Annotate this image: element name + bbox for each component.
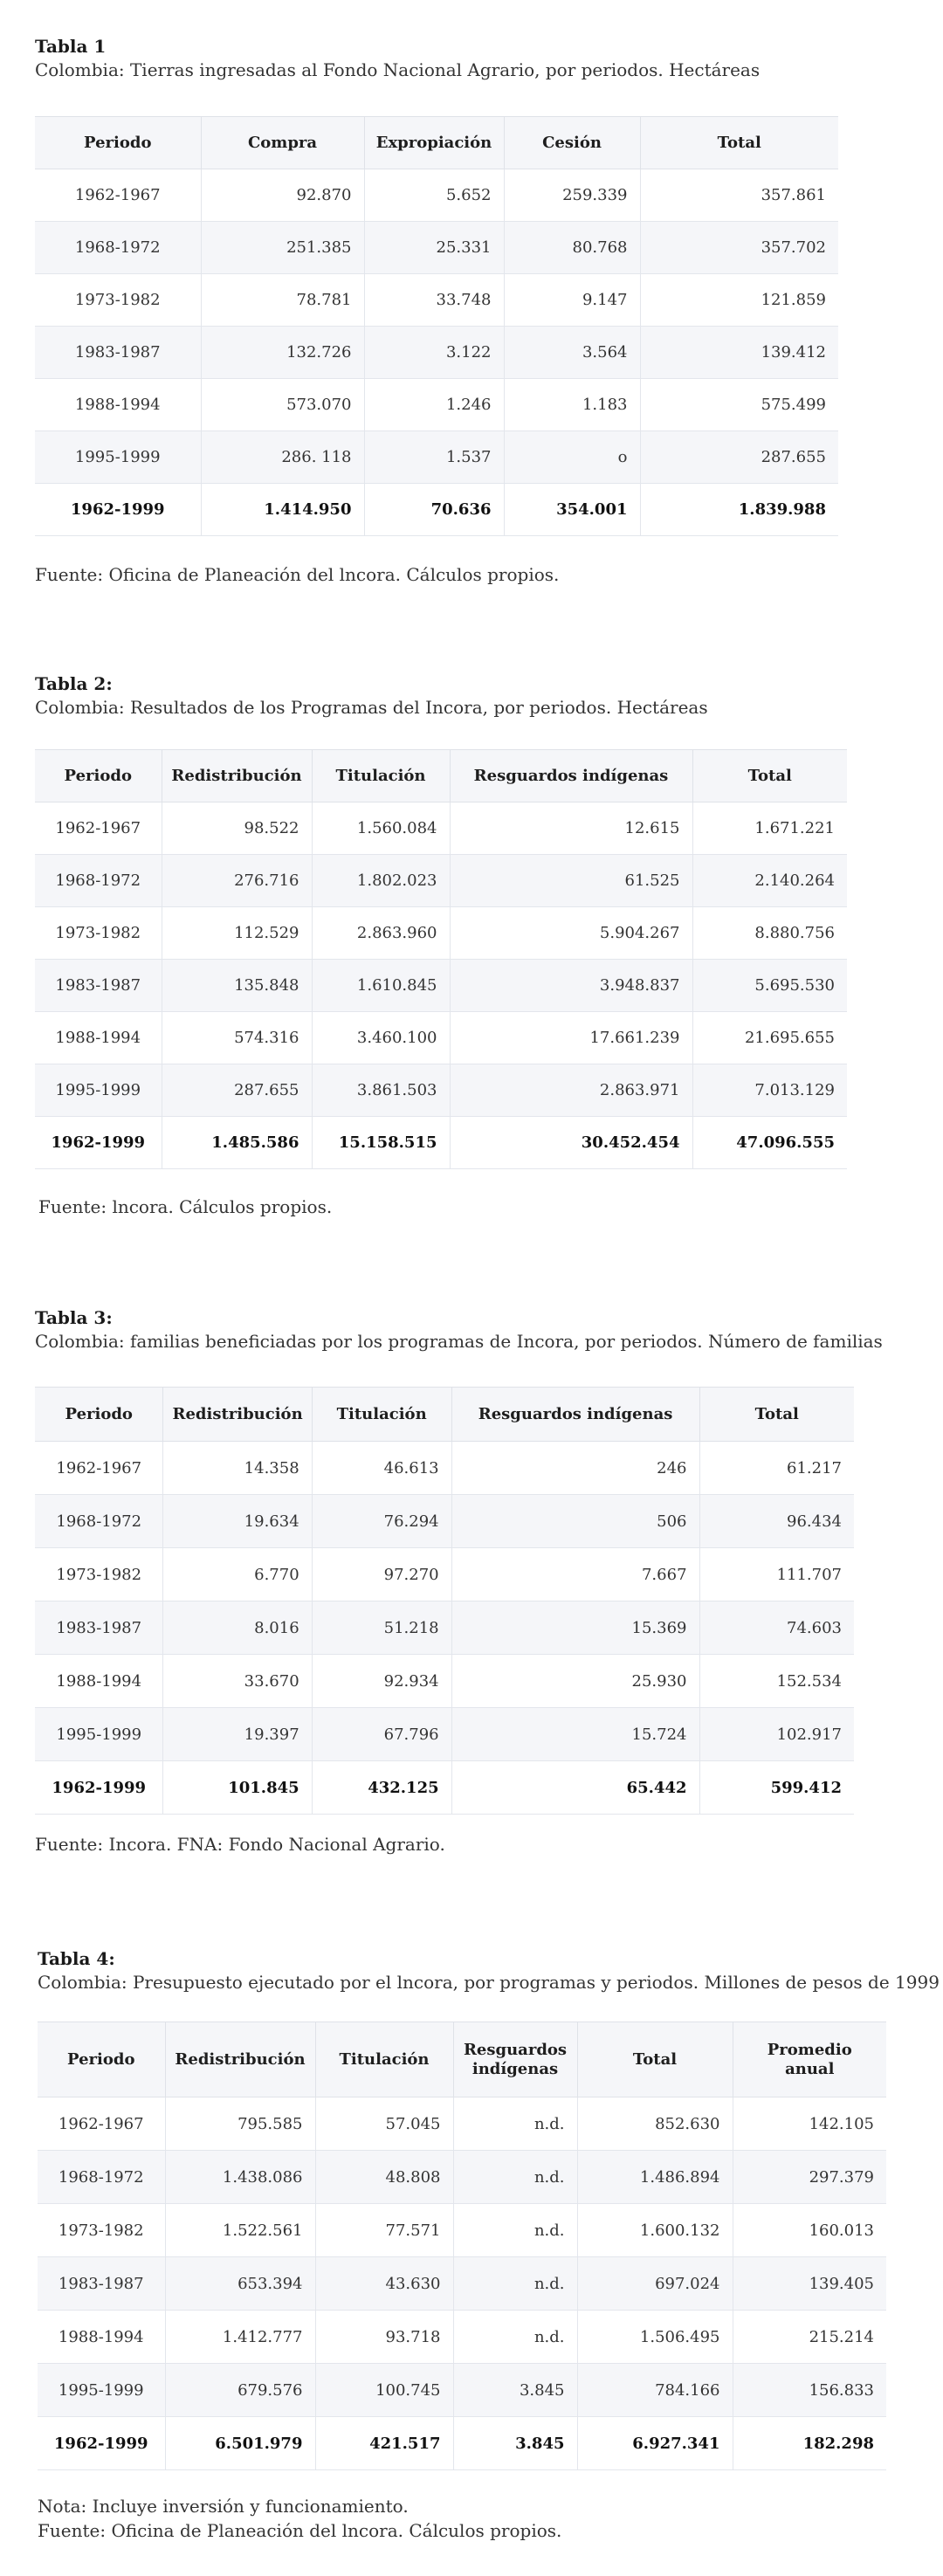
total-cell: 6.501.979 xyxy=(165,2417,315,2470)
period-cell: 1962-1999 xyxy=(35,1117,162,1169)
table-3-subtitle: Colombia: familias beneficiadas por los programas de Incora, por periodos. Número de familias xyxy=(35,1331,883,1352)
table-cell: 852.630 xyxy=(577,2097,733,2151)
period-cell: 1988-1994 xyxy=(35,1012,162,1064)
table-cell: 575.499 xyxy=(640,379,838,431)
table-cell: 2.863.971 xyxy=(450,1064,692,1117)
table-cell: 15.369 xyxy=(451,1601,699,1655)
column-header: Titulación xyxy=(312,1388,451,1442)
total-row xyxy=(35,1761,854,1815)
table-2-source: Fuente: lncora. Cálculos propios. xyxy=(38,1196,333,1217)
table-row xyxy=(35,1708,854,1761)
table-cell: 287.655 xyxy=(162,1064,312,1117)
table-cell: 97.270 xyxy=(312,1548,451,1601)
period-cell: 1973-1982 xyxy=(35,1548,163,1601)
column-header: Cesión xyxy=(504,117,640,169)
table-cell: 135.848 xyxy=(162,960,312,1012)
table-cell: 3.861.503 xyxy=(312,1064,450,1117)
table-cell: 132.726 xyxy=(201,327,364,379)
table-1-subtitle: Colombia: Tierras ingresadas al Fondo Nacional Agrario, por periodos. Hectáreas xyxy=(35,59,761,80)
period-cell: 1995-1999 xyxy=(35,1708,163,1761)
table-cell: n.d. xyxy=(453,2151,577,2204)
table-header-row xyxy=(38,2022,886,2097)
table-cell: 156.833 xyxy=(733,2364,886,2417)
table-row xyxy=(35,960,847,1012)
table-cell: 76.294 xyxy=(312,1495,451,1548)
table-cell: 15.724 xyxy=(451,1708,699,1761)
total-cell: 599.412 xyxy=(699,1761,854,1815)
table-cell: 5.904.267 xyxy=(450,907,692,960)
table-1-section xyxy=(35,35,760,82)
table-row xyxy=(35,1064,847,1117)
table-row xyxy=(35,1655,854,1708)
table-cell: 100.745 xyxy=(315,2364,453,2417)
table-cell: 48.808 xyxy=(315,2151,453,2204)
table-cell: 357.702 xyxy=(640,222,838,274)
table-row xyxy=(35,379,838,431)
table-cell: 14.358 xyxy=(163,1442,312,1495)
table-header-row xyxy=(35,117,838,169)
period-cell: 1995-1999 xyxy=(35,431,201,484)
table-cell: 112.529 xyxy=(162,907,312,960)
table-row xyxy=(35,907,847,960)
period-cell: 1973-1982 xyxy=(35,274,201,327)
table-row xyxy=(38,2257,886,2311)
table-cell: 1.600.132 xyxy=(577,2204,733,2257)
table-cell: 19.397 xyxy=(163,1708,312,1761)
table-cell: 3.122 xyxy=(364,327,504,379)
table-row xyxy=(35,169,838,222)
table-row xyxy=(35,431,838,484)
table-1-title: Tabla 1 xyxy=(35,36,107,57)
table-row xyxy=(35,1601,854,1655)
table-cell: 5.695.530 xyxy=(692,960,847,1012)
table-4-source: Fuente: Oficina de Planeación del lncora. Cálculos propios. xyxy=(38,2520,562,2541)
table-cell: 80.768 xyxy=(504,222,640,274)
table-cell: 98.522 xyxy=(162,802,312,855)
table-row xyxy=(38,2097,886,2151)
period-cell: 1968-1972 xyxy=(35,1495,163,1548)
table-row xyxy=(35,1548,854,1601)
table-row xyxy=(35,855,847,907)
table-4-section xyxy=(38,1947,940,1994)
table-4-title: Tabla 4: xyxy=(38,1948,115,1969)
table-row xyxy=(38,2151,886,2204)
table-cell: 286. 118 xyxy=(201,431,364,484)
table-cell: 246 xyxy=(451,1442,699,1495)
table-cell: 46.613 xyxy=(312,1442,451,1495)
table-cell: 43.630 xyxy=(315,2257,453,2311)
period-cell: 1962-1967 xyxy=(35,169,201,222)
period-cell: 1962-1999 xyxy=(35,484,201,536)
table-cell: 19.634 xyxy=(163,1495,312,1548)
total-cell: 3.845 xyxy=(453,2417,577,2470)
table-cell: n.d. xyxy=(453,2257,577,2311)
column-header: Total xyxy=(692,750,847,802)
table-cell: 1.412.777 xyxy=(165,2311,315,2364)
table-cell: 160.013 xyxy=(733,2204,886,2257)
total-cell: 1.485.586 xyxy=(162,1117,312,1169)
table-row xyxy=(38,2364,886,2417)
column-header: Total xyxy=(699,1388,854,1442)
table-cell: 1.486.894 xyxy=(577,2151,733,2204)
table-cell: 679.576 xyxy=(165,2364,315,2417)
table-cell: n.d. xyxy=(453,2097,577,2151)
table-cell: 1.671.221 xyxy=(692,802,847,855)
table-cell: 653.394 xyxy=(165,2257,315,2311)
table-cell: 92.870 xyxy=(201,169,364,222)
table-cell: 2.140.264 xyxy=(692,855,847,907)
table-cell: 57.045 xyxy=(315,2097,453,2151)
table-row xyxy=(38,2311,886,2364)
table-cell: 506 xyxy=(451,1495,699,1548)
table-4-note: Nota: Incluye inversión y funcionamiento. xyxy=(38,2496,409,2517)
table-cell: 1.246 xyxy=(364,379,504,431)
table-row xyxy=(35,1012,847,1064)
table-4 xyxy=(38,2022,886,2470)
period-cell: 1983-1987 xyxy=(38,2257,165,2311)
table-cell: 92.934 xyxy=(312,1655,451,1708)
table-cell: 142.105 xyxy=(733,2097,886,2151)
table-cell: 61.217 xyxy=(699,1442,854,1495)
table-4-notes xyxy=(38,2494,561,2543)
table-cell: 77.571 xyxy=(315,2204,453,2257)
table-cell: 111.707 xyxy=(699,1548,854,1601)
table-3-section xyxy=(35,1306,883,1353)
period-cell: 1995-1999 xyxy=(35,1064,162,1117)
total-cell: 47.096.555 xyxy=(692,1117,847,1169)
column-header: Titulación xyxy=(312,750,450,802)
table-cell: 8.880.756 xyxy=(692,907,847,960)
table-cell: 3.564 xyxy=(504,327,640,379)
table-header-row xyxy=(35,1388,854,1442)
table-3-source: Fuente: Incora. FNA: Fondo Nacional Agrario. xyxy=(35,1834,445,1855)
table-cell: 74.603 xyxy=(699,1601,854,1655)
total-cell: 6.927.341 xyxy=(577,2417,733,2470)
period-cell: 1968-1972 xyxy=(35,222,201,274)
table-cell: 574.316 xyxy=(162,1012,312,1064)
table-cell: 78.781 xyxy=(201,274,364,327)
table-cell: 21.695.655 xyxy=(692,1012,847,1064)
total-cell: 101.845 xyxy=(163,1761,312,1815)
table-2-section xyxy=(35,672,708,720)
table-2-subtitle: Colombia: Resultados de los Programas del Incora, por periodos. Hectáreas xyxy=(35,697,708,718)
table-cell: n.d. xyxy=(453,2204,577,2257)
column-header: Promedio anual xyxy=(733,2022,886,2097)
table-cell: 25.331 xyxy=(364,222,504,274)
total-row xyxy=(38,2417,886,2470)
column-header: Periodo xyxy=(38,2022,165,2097)
total-cell: 432.125 xyxy=(312,1761,451,1815)
table-cell: n.d. xyxy=(453,2311,577,2364)
column-header: Expropiación xyxy=(364,117,504,169)
table-cell: 287.655 xyxy=(640,431,838,484)
table-4-subtitle: Colombia: Presupuesto ejecutado por el lncora, por programas y periodos. Millones de pesos de 1999 xyxy=(38,1972,940,1993)
table-3 xyxy=(35,1387,854,1815)
total-row xyxy=(35,484,838,536)
column-header: Redistribución xyxy=(163,1388,312,1442)
total-cell: 65.442 xyxy=(451,1761,699,1815)
table-cell: 12.615 xyxy=(450,802,692,855)
table-cell: 96.434 xyxy=(699,1495,854,1548)
table-cell: 17.661.239 xyxy=(450,1012,692,1064)
table-row xyxy=(38,2204,886,2257)
table-cell: 33.748 xyxy=(364,274,504,327)
table-cell: 3.948.837 xyxy=(450,960,692,1012)
table-cell: 1.522.561 xyxy=(165,2204,315,2257)
table-cell: 1.537 xyxy=(364,431,504,484)
table-cell: 5.652 xyxy=(364,169,504,222)
column-header: Titulación xyxy=(315,2022,453,2097)
table-cell: 93.718 xyxy=(315,2311,453,2364)
table-2 xyxy=(35,749,847,1169)
column-header: Redistribución xyxy=(165,2022,315,2097)
column-header: Resguardos indígenas xyxy=(451,1388,699,1442)
period-cell: 1988-1994 xyxy=(38,2311,165,2364)
period-cell: 1983-1987 xyxy=(35,327,201,379)
table-row xyxy=(35,1442,854,1495)
table-cell: o xyxy=(504,431,640,484)
table-cell: 67.796 xyxy=(312,1708,451,1761)
table-cell: 152.534 xyxy=(699,1655,854,1708)
table-cell: 1.802.023 xyxy=(312,855,450,907)
table-cell: 121.859 xyxy=(640,274,838,327)
table-row xyxy=(35,802,847,855)
table-cell: 2.863.960 xyxy=(312,907,450,960)
table-cell: 139.405 xyxy=(733,2257,886,2311)
column-header: Periodo xyxy=(35,117,201,169)
period-cell: 1962-1999 xyxy=(35,1761,163,1815)
table-1 xyxy=(35,116,838,536)
table-cell: 7.013.129 xyxy=(692,1064,847,1117)
table-cell: 215.214 xyxy=(733,2311,886,2364)
table-cell: 7.667 xyxy=(451,1548,699,1601)
period-cell: 1988-1994 xyxy=(35,379,201,431)
table-cell: 795.585 xyxy=(165,2097,315,2151)
column-header: Periodo xyxy=(35,1388,163,1442)
total-row xyxy=(35,1117,847,1169)
total-cell: 70.636 xyxy=(364,484,504,536)
table-cell: 573.070 xyxy=(201,379,364,431)
table-3-title: Tabla 3: xyxy=(35,1307,113,1328)
column-header: Total xyxy=(640,117,838,169)
table-cell: 102.917 xyxy=(699,1708,854,1761)
table-cell: 33.670 xyxy=(163,1655,312,1708)
total-cell: 15.158.515 xyxy=(312,1117,450,1169)
column-header: Resguardos indígenas xyxy=(453,2022,577,2097)
table-cell: 697.024 xyxy=(577,2257,733,2311)
period-cell: 1962-1967 xyxy=(38,2097,165,2151)
total-cell: 354.001 xyxy=(504,484,640,536)
period-cell: 1962-1999 xyxy=(38,2417,165,2470)
column-header: Resguardos indígenas xyxy=(450,750,692,802)
table-cell: 1.183 xyxy=(504,379,640,431)
table-cell: 276.716 xyxy=(162,855,312,907)
table-cell: 1.438.086 xyxy=(165,2151,315,2204)
table-cell: 784.166 xyxy=(577,2364,733,2417)
column-header: Redistribución xyxy=(162,750,312,802)
table-cell: 1.560.084 xyxy=(312,802,450,855)
table-cell: 6.770 xyxy=(163,1548,312,1601)
table-cell: 259.339 xyxy=(504,169,640,222)
period-cell: 1995-1999 xyxy=(38,2364,165,2417)
table-cell: 61.525 xyxy=(450,855,692,907)
table-cell: 251.385 xyxy=(201,222,364,274)
total-cell: 1.839.988 xyxy=(640,484,838,536)
table-cell: 297.379 xyxy=(733,2151,886,2204)
table-cell: 1.610.845 xyxy=(312,960,450,1012)
table-header-row xyxy=(35,750,847,802)
period-cell: 1983-1987 xyxy=(35,960,162,1012)
table-cell: 1.506.495 xyxy=(577,2311,733,2364)
period-cell: 1968-1972 xyxy=(35,855,162,907)
table-cell: 357.861 xyxy=(640,169,838,222)
table-cell: 139.412 xyxy=(640,327,838,379)
period-cell: 1973-1982 xyxy=(38,2204,165,2257)
column-header: Compra xyxy=(201,117,364,169)
period-cell: 1983-1987 xyxy=(35,1601,163,1655)
table-row xyxy=(35,274,838,327)
column-header: Periodo xyxy=(35,750,162,802)
table-cell: 25.930 xyxy=(451,1655,699,1708)
table-cell: 9.147 xyxy=(504,274,640,327)
column-header: Total xyxy=(577,2022,733,2097)
period-cell: 1968-1972 xyxy=(38,2151,165,2204)
table-cell: 51.218 xyxy=(312,1601,451,1655)
total-cell: 1.414.950 xyxy=(201,484,364,536)
period-cell: 1988-1994 xyxy=(35,1655,163,1708)
total-cell: 30.452.454 xyxy=(450,1117,692,1169)
period-cell: 1973-1982 xyxy=(35,907,162,960)
table-2-title: Tabla 2: xyxy=(35,673,113,694)
table-cell: 8.016 xyxy=(163,1601,312,1655)
table-row xyxy=(35,327,838,379)
table-cell: 3.460.100 xyxy=(312,1012,450,1064)
total-cell: 421.517 xyxy=(315,2417,453,2470)
period-cell: 1962-1967 xyxy=(35,1442,163,1495)
table-row xyxy=(35,222,838,274)
total-cell: 182.298 xyxy=(733,2417,886,2470)
period-cell: 1962-1967 xyxy=(35,802,162,855)
table-row xyxy=(35,1495,854,1548)
table-1-source: Fuente: Oficina de Planeación del lncora. Cálculos propios. xyxy=(35,564,560,585)
table-cell: 3.845 xyxy=(453,2364,577,2417)
